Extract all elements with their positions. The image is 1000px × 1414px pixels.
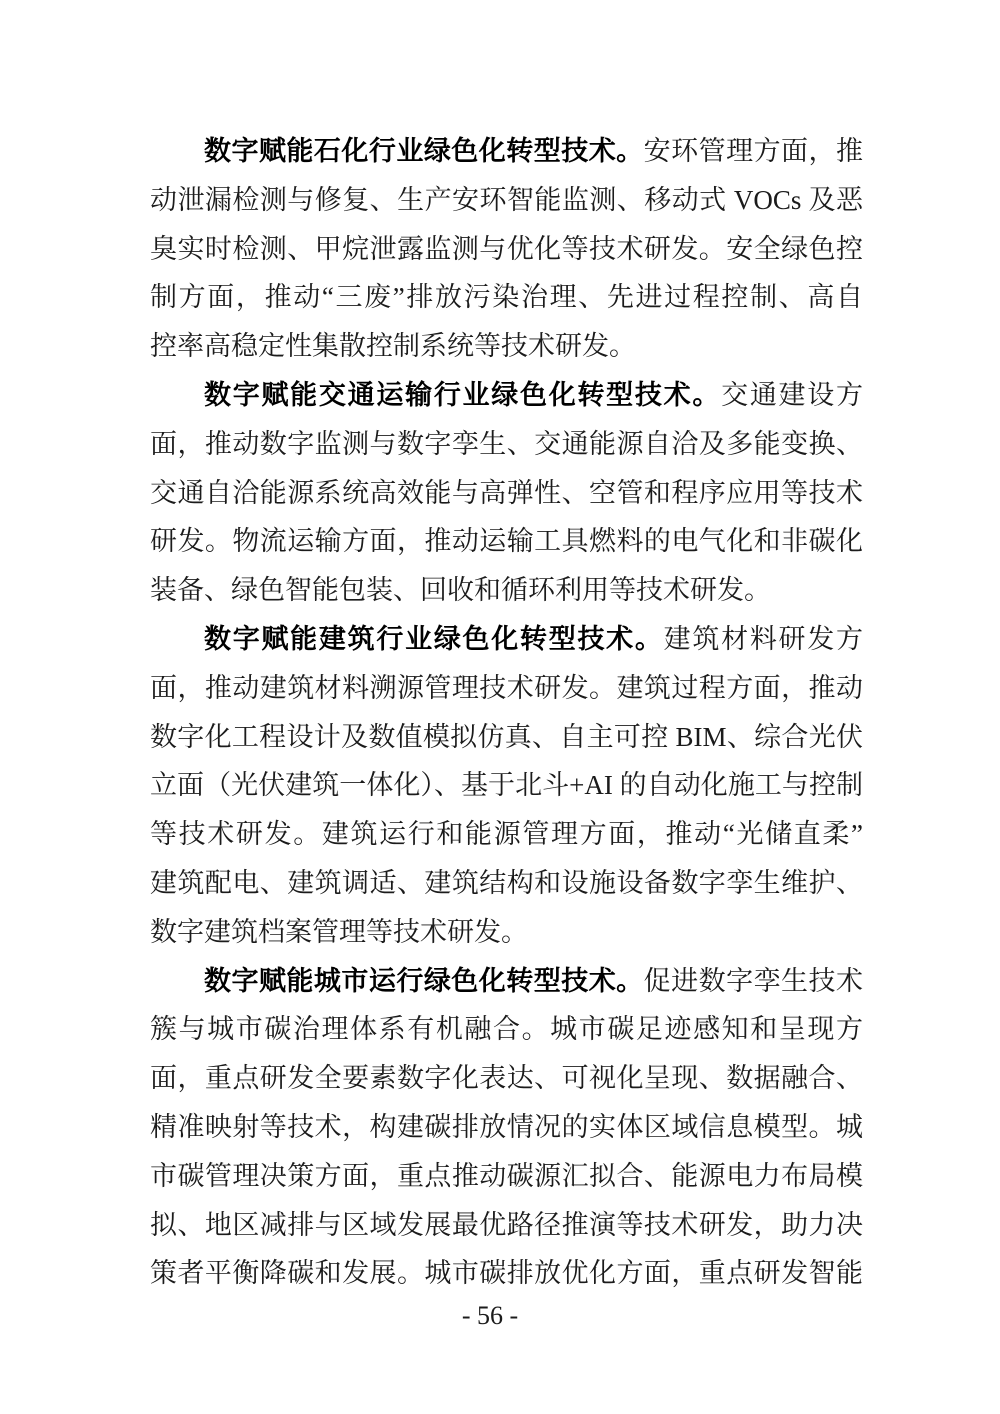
line-text: 交通建设方 [721, 379, 864, 410]
line-text: 安环管理方面，推 [643, 136, 864, 166]
text-line [150, 127, 863, 176]
text-line: 面，推动数字监测与数字孪生、交通能源自洽及多能变换、 [150, 428, 863, 459]
paragraph-lead: 数字赋能交通运输行业绿色化转型技术。 [204, 379, 722, 410]
text-line: 面，推动建筑材料溯源管理技术研发。建筑过程方面，推动 [150, 672, 863, 703]
text-line: 装备、绿色智能包装、回收和循环利用等技术研发。 [150, 575, 771, 606]
paragraph-lead: 数字赋能石化行业绿色化转型技术。 [204, 136, 644, 166]
text-line: 交通自洽能源系统高效能与高弹性、空管和程序应用等技术 [150, 477, 863, 508]
line-text: 建筑材料研发方 [663, 623, 864, 654]
text-line: 精准映射等技术，构建碳排放情况的实体区域信息模型。城 [150, 1111, 863, 1142]
text-line: 策者平衡降碳和发展。城市碳排放优化方面，重点研发智能 [150, 1258, 863, 1289]
text-line: 研发。物流运输方面，推动运输工具燃料的电气化和非碳化 [150, 526, 863, 557]
text-line: 等技术研发。建筑运行和能源管理方面，推动“光储直柔” [150, 819, 863, 850]
text-line: 臭实时检测、甲烷泄露监测与优化等技术研发。安全绿色控 [150, 233, 863, 264]
text-line: 制方面，推动“三废”排放污染治理、先进过程控制、高自 [150, 282, 863, 313]
paragraph-lead: 数字赋能建筑行业绿色化转型技术。 [204, 623, 664, 654]
text-line: 拟、地区减排与区域发展最优路径推演等技术研发，助力决 [150, 1209, 863, 1240]
paragraph-lead: 数字赋能城市运行绿色化转型技术。 [204, 965, 644, 996]
text-line [150, 957, 863, 1006]
text-line [150, 615, 863, 664]
line-text: 促进数字孪生技术 [643, 965, 864, 996]
text-line: 数字化工程设计及数值模拟仿真、自主可控 BIM、综合光伏 [150, 721, 863, 752]
text-line: 控率高稳定性集散控制系统等技术研发。 [150, 331, 636, 362]
text-line [150, 371, 863, 420]
text-line: 建筑配电、建筑调适、建筑结构和设施设备数字孪生维护、 [150, 867, 863, 898]
text-line: 面，重点研发全要素数字化表达、可视化呈现、数据融合、 [150, 1063, 863, 1094]
text-line: 动泄漏检测与修复、生产安环智能监测、移动式 VOCs 及恶 [150, 184, 863, 215]
text-line: 簇与城市碳治理体系有机融合。城市碳足迹感知和呈现方 [150, 1014, 863, 1045]
page-number: - 56 - [461, 1301, 519, 1330]
text-line: 立面（光伏建筑一体化）、基于北斗+AI 的自动化施工与控制 [150, 770, 863, 801]
document-body [150, 127, 863, 1298]
text-line: 数字建筑档案管理等技术研发。 [150, 916, 528, 947]
text-line: 市碳管理决策方面，重点推动碳源汇拟合、能源电力布局模 [150, 1160, 863, 1191]
